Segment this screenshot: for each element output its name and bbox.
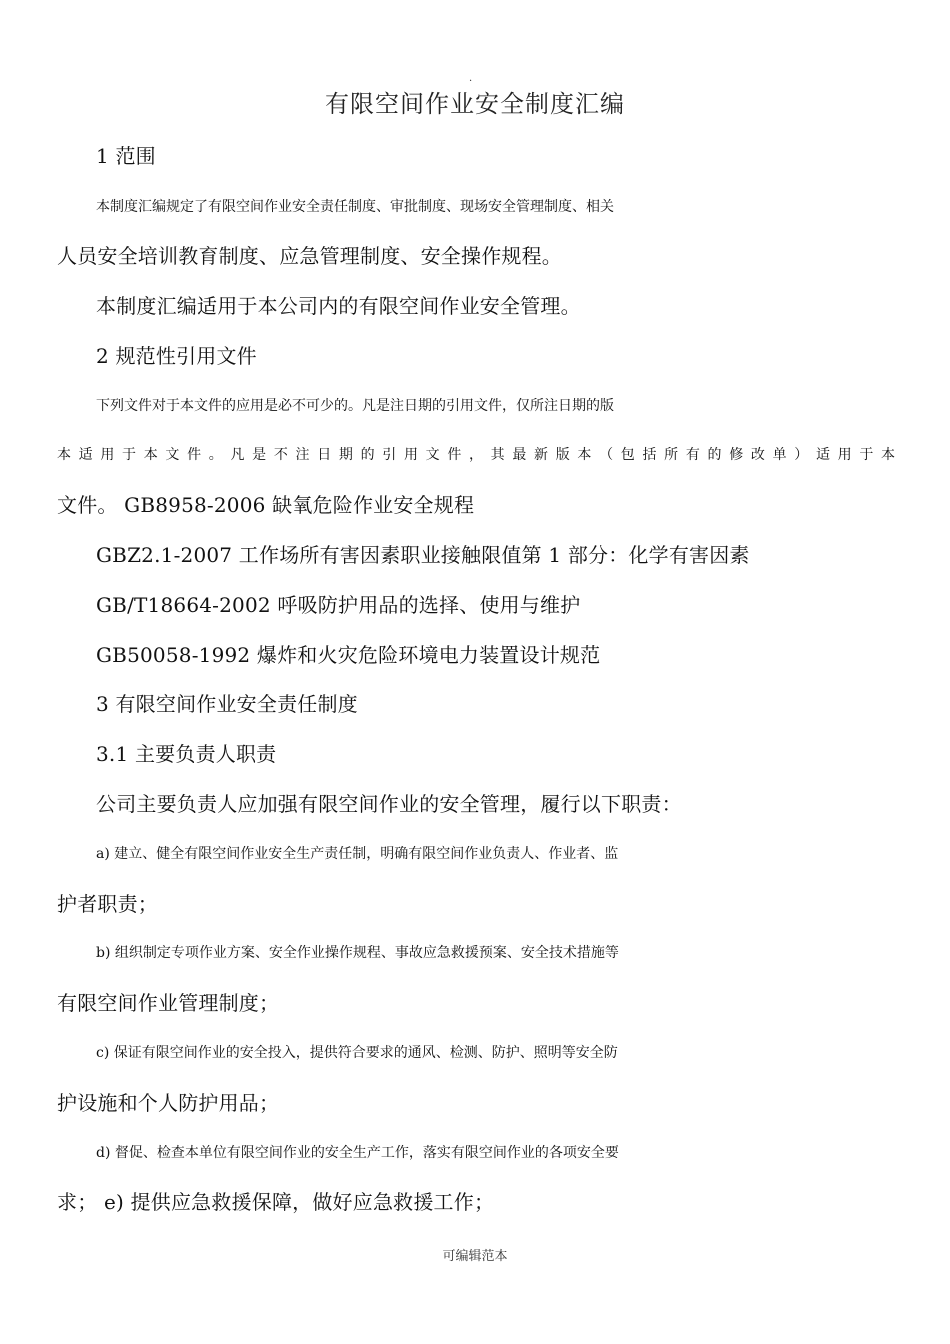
paragraph-line: 公司主要负责人应加强有限空间作业的安全管理，履行以下职责： — [96, 792, 682, 816]
paragraph-line: 本制度汇编规定了有限空间作业安全责任制度、审批制度、现场安全管理制度、相关 — [96, 199, 614, 215]
reference-line: GB50058-1992 爆炸和火灾危险环境电力装置设计规范 — [96, 643, 601, 667]
header-mark: . — [469, 73, 473, 84]
reference-line: GB/T18664-2002 呼吸防护用品的选择、使用与维护 — [96, 593, 581, 617]
paragraph-line: 本制度汇编适用于本公司内的有限空间作业安全管理。 — [96, 294, 581, 318]
list-item-line: 求； e) 提供应急救援保障，做好应急救援工作； — [57, 1190, 495, 1214]
paragraph-line: 下列文件对于本文件的应用是必不可少的。凡是注日期的引用文件，仅所注日期的版 — [96, 398, 614, 414]
list-item-line: a) 建立、健全有限空间作业安全生产责任制，明确有限空间作业负责人、作业者、监 — [96, 846, 619, 862]
document-title: 有限空间作业安全制度汇编 — [325, 90, 625, 118]
subsection-heading: 3.1 主要负责人职责 — [96, 742, 277, 766]
page-footer: 可编辑范本 — [442, 1249, 508, 1264]
list-item-line: d) 督促、检查本单位有限空间作业的安全生产工作，落实有限空间作业的各项安全要 — [96, 1145, 619, 1161]
paragraph-line: 本适用于本文件。凡是不注日期的引用文件，其最新版本（包括所有的修改单）适用于本 — [57, 447, 895, 463]
section-heading-1: 1 范围 — [96, 144, 156, 168]
paragraph-line: 文件。 GB8958-2006 缺氧危险作业安全规程 — [57, 493, 475, 517]
list-item-line: c) 保证有限空间作业的安全投入，提供符合要求的通风、检测、防护、照明等安全防 — [96, 1045, 618, 1061]
section-heading-2: 2 规范性引用文件 — [96, 344, 257, 368]
list-item-line: 护设施和个人防护用品； — [57, 1091, 280, 1115]
list-item-line: 护者职责； — [57, 892, 158, 916]
list-item-line: 有限空间作业管理制度； — [57, 991, 280, 1015]
reference-line: GBZ2.1-2007 工作场所有害因素职业接触限值第 1 部分：化学有害因素 — [96, 543, 750, 567]
section-heading-3: 3 有限空间作业安全责任制度 — [96, 692, 358, 716]
paragraph-line: 人员安全培训教育制度、应急管理制度、安全操作规程。 — [57, 244, 562, 268]
list-item-line: b) 组织制定专项作业方案、安全作业操作规程、事故应急救援预案、安全技术措施等 — [96, 945, 619, 961]
